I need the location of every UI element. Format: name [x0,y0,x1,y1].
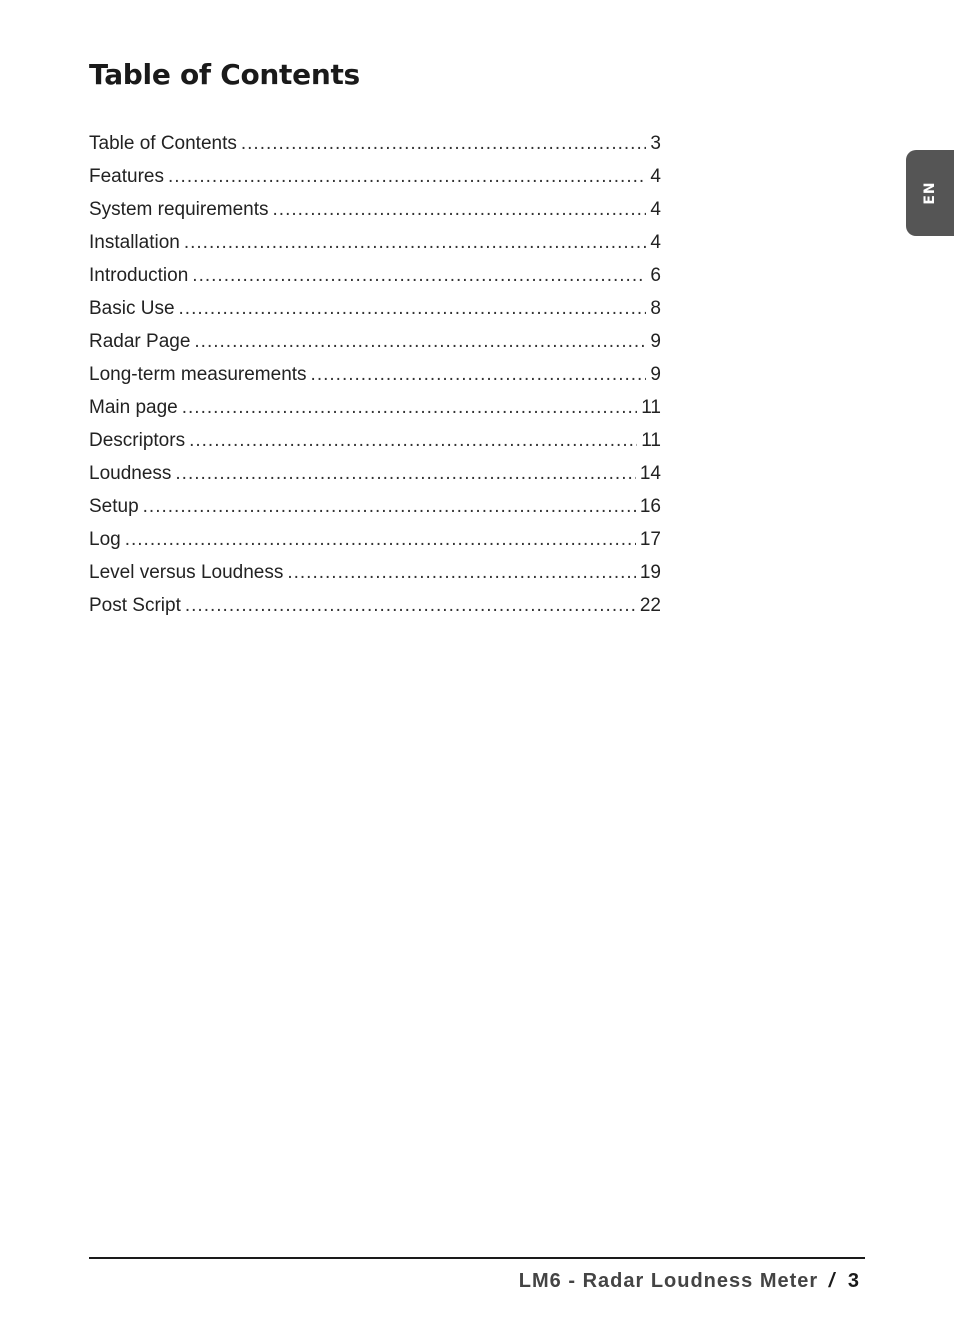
toc-dot-leader [179,292,647,325]
toc-entry-features[interactable] [89,160,661,193]
toc-dot-leader [287,556,636,589]
toc-entry-loudness[interactable] [89,457,661,490]
toc-entry-table-of-contents[interactable] [89,127,661,160]
toc-entry-page: 11 [641,397,661,418]
toc-entry-page: 4 [650,232,661,253]
toc-entry-page: 16 [639,496,661,517]
toc-entry-label: Installation [89,232,180,253]
toc-entry-installation[interactable] [89,226,661,259]
toc-entry-page: 4 [650,199,661,220]
footer-page-number: 3 [847,1270,860,1292]
toc-entry-page: 22 [639,595,661,616]
toc-entry-page: 19 [639,562,661,583]
toc-entry-page: 14 [639,463,661,484]
toc-entry-page: 9 [650,331,661,352]
language-tab [906,150,954,236]
toc-dot-leader [273,193,647,226]
footer-separator: / [828,1270,836,1292]
toc-entry-label: Basic Use [89,298,175,319]
toc-entry-page: 8 [650,298,661,319]
toc-dot-leader [185,589,636,622]
toc-entry-radar-page[interactable] [89,325,661,358]
toc-dot-leader [143,490,636,523]
toc-entry-label: Long-term measurements [89,364,307,385]
toc-dot-leader [241,127,647,160]
toc-entry-long-term-measurements[interactable] [89,358,661,391]
language-tab-label: EN [922,181,938,205]
toc-dot-leader [125,523,636,556]
toc-entry-label: System requirements [89,199,269,220]
toc-entry-page: 9 [650,364,661,385]
toc-dot-leader [311,358,647,391]
footer-product-name: LM6 - Radar Loudness Meter [518,1270,819,1292]
toc-entry-setup[interactable] [89,490,661,523]
toc-entry-label: Introduction [89,265,189,286]
toc-entry-basic-use[interactable] [89,292,661,325]
toc-entry-system-requirements[interactable] [89,193,661,226]
toc-entry-label: Table of Contents [89,133,237,154]
toc-entry-label: Loudness [89,463,172,484]
toc-dot-leader [168,160,646,193]
toc-entry-main-page[interactable] [89,391,661,424]
footer-divider [89,1257,865,1259]
toc-entry-label: Level versus Loudness [89,562,284,583]
toc-entry-descriptors[interactable] [89,424,661,457]
toc-entry-log[interactable] [89,523,661,556]
table-of-contents [89,127,661,622]
toc-entry-label: Features [89,166,164,187]
toc-entry-page: 11 [641,430,661,451]
page-title: Table of Contents [89,58,360,91]
toc-dot-leader [192,259,646,292]
toc-entry-page: 6 [650,265,661,286]
toc-entry-page: 17 [639,529,661,550]
toc-entry-page: 3 [650,133,661,154]
toc-dot-leader [189,424,637,457]
toc-dot-leader [175,457,635,490]
toc-dot-leader [194,325,646,358]
toc-entry-label: Setup [89,496,139,517]
toc-dot-leader [182,391,638,424]
toc-entry-label: Post Script [89,595,181,616]
toc-entry-level-versus-loudness[interactable] [89,556,661,589]
toc-entry-label: Radar Page [89,331,191,352]
toc-entry-page: 4 [650,166,661,187]
page-footer [519,1270,860,1293]
toc-entry-label: Descriptors [89,430,186,451]
toc-entry-label: Main page [89,397,178,418]
toc-entry-introduction[interactable] [89,259,661,292]
toc-dot-leader [184,226,647,259]
toc-entry-post-script[interactable] [89,589,661,622]
toc-entry-label: Log [89,529,121,550]
